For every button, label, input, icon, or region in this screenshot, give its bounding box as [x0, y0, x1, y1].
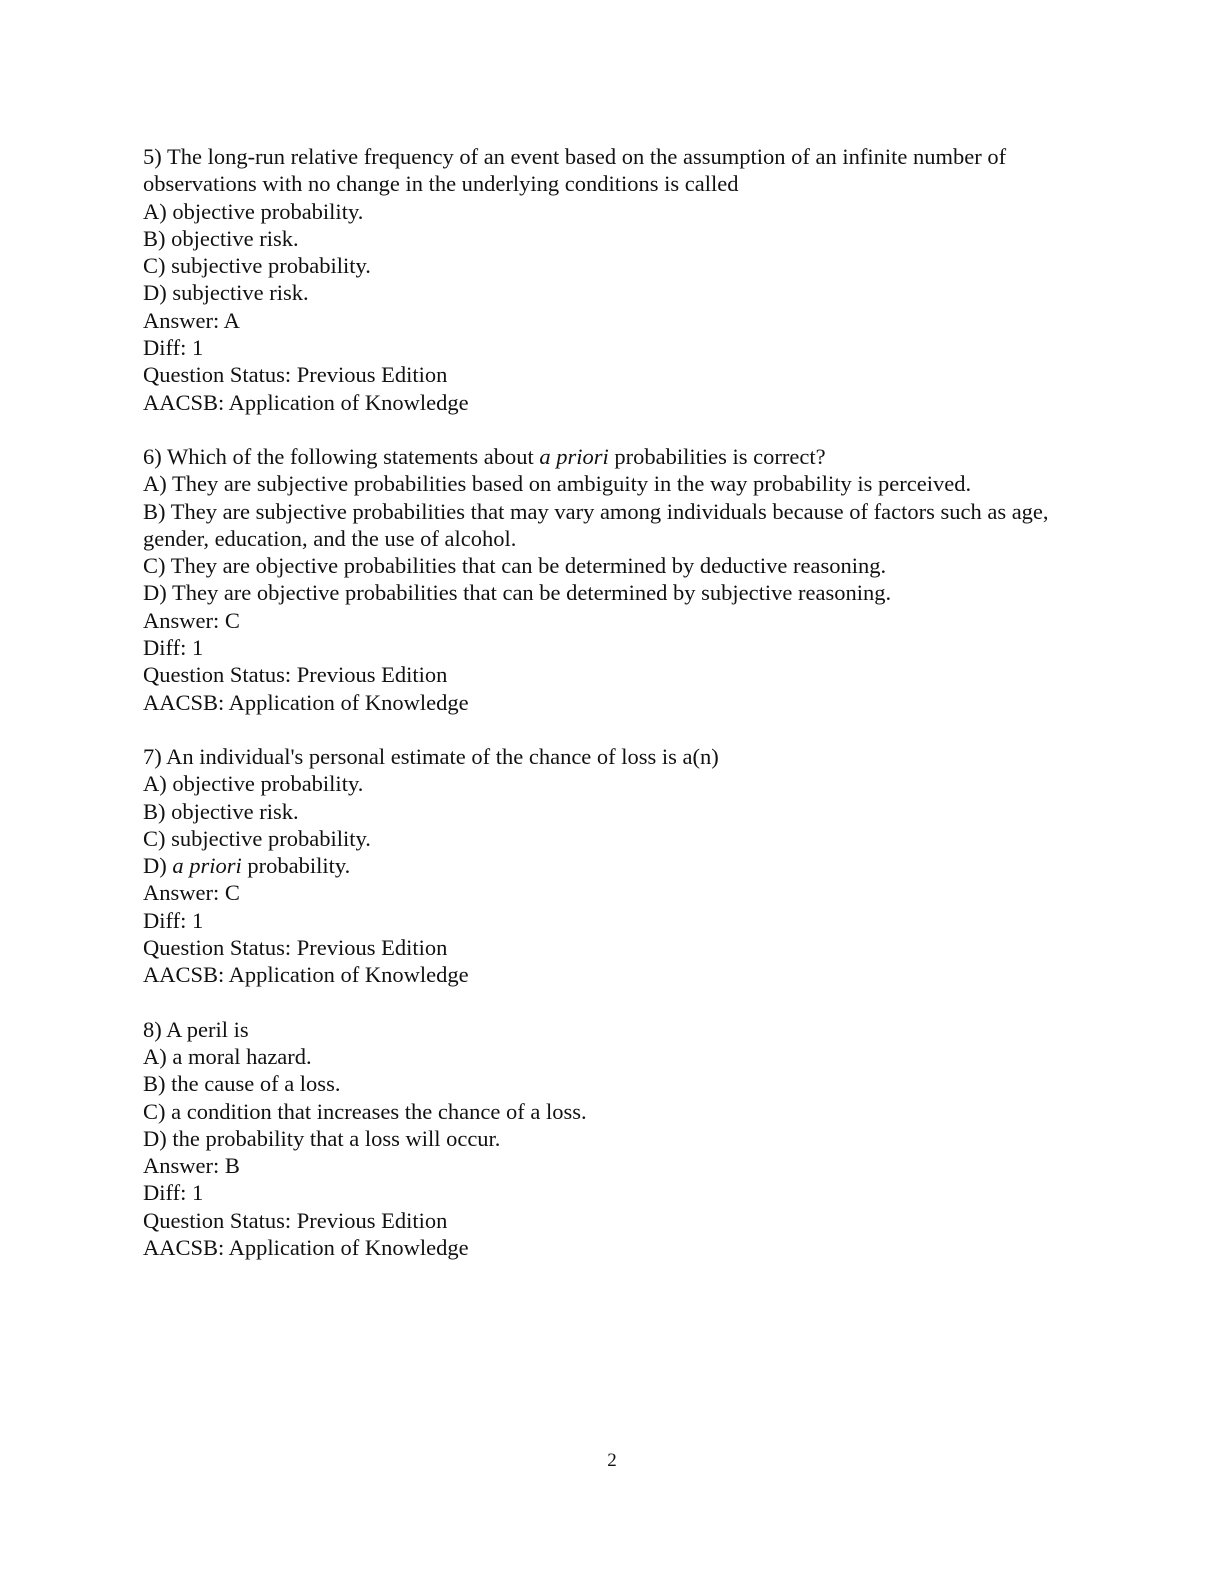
option-b: B) objective risk.: [143, 225, 299, 251]
option-d-suffix: probability.: [241, 853, 351, 879]
aacsb: AACSB: Application of Knowledge: [143, 689, 469, 715]
stem-text: probabilities is correct?: [608, 443, 826, 469]
question-stem: [143, 443, 1083, 470]
difficulty: Diff: 1: [143, 1180, 204, 1206]
option-d: D) They are objective probabilities that can be determined by subjective reasoning.: [143, 580, 892, 606]
difficulty: Diff: 1: [143, 907, 204, 933]
answer: Answer: C: [143, 607, 240, 633]
option-b: B) objective risk.: [143, 798, 299, 824]
option-b: B) the cause of a loss.: [143, 1071, 341, 1097]
answer: Answer: C: [143, 880, 240, 906]
question-status: Question Status: Previous Edition: [143, 662, 448, 688]
option-a: A) objective probability.: [143, 771, 364, 797]
question-8: [143, 1016, 1083, 1262]
option-d: [143, 852, 1083, 879]
question-status: Question Status: Previous Edition: [143, 362, 448, 388]
option-c: C) a condition that increases the chance of a loss.: [143, 1098, 587, 1124]
question-stem: 7) An individual's personal estimate of the chance of loss is a(n): [143, 743, 719, 769]
question-7: [143, 743, 1083, 989]
question-list: [143, 143, 1083, 1288]
stem-text: 6) Which of the following statements about: [143, 443, 540, 469]
difficulty: Diff: 1: [143, 335, 204, 361]
question-status: Question Status: Previous Edition: [143, 1207, 448, 1233]
option-c: C) They are objective probabilities that can be determined by deductive reasoning.: [143, 553, 887, 579]
answer: Answer: A: [143, 307, 240, 333]
option-c: C) subjective probability.: [143, 253, 371, 279]
option-d: D) the probability that a loss will occur.: [143, 1125, 501, 1151]
question-5: [143, 143, 1083, 416]
question-stem: 5) The long-run relative frequency of an event based on the assumption of an infinite number of observations with no change in the underlying conditions is called: [143, 144, 1007, 197]
question-6: [143, 443, 1083, 716]
option-b: B) They are subjective probabilities that may vary among individuals because of factors such as age, gender, education, and the use of alcohol.: [143, 498, 1049, 551]
stem-italic-term: a priori: [539, 443, 609, 469]
aacsb: AACSB: Application of Knowledge: [143, 389, 469, 415]
aacsb: AACSB: Application of Knowledge: [143, 962, 469, 988]
option-c: C) subjective probability.: [143, 825, 371, 851]
answer: Answer: B: [143, 1153, 240, 1179]
question-stem: 8) A peril is: [143, 1016, 249, 1042]
question-status: Question Status: Previous Edition: [143, 935, 448, 961]
option-d-italic-term: a priori: [172, 853, 242, 879]
option-a: A) a moral hazard.: [143, 1043, 312, 1069]
option-d-prefix: D): [143, 853, 173, 879]
aacsb: AACSB: Application of Knowledge: [143, 1234, 469, 1260]
page-number: 2: [607, 1450, 617, 1471]
difficulty: Diff: 1: [143, 635, 204, 661]
option-d: D) subjective risk.: [143, 280, 309, 306]
option-a: A) objective probability.: [143, 198, 364, 224]
option-a: A) They are subjective probabilities based on ambiguity in the way probability is perceived.: [143, 471, 972, 497]
